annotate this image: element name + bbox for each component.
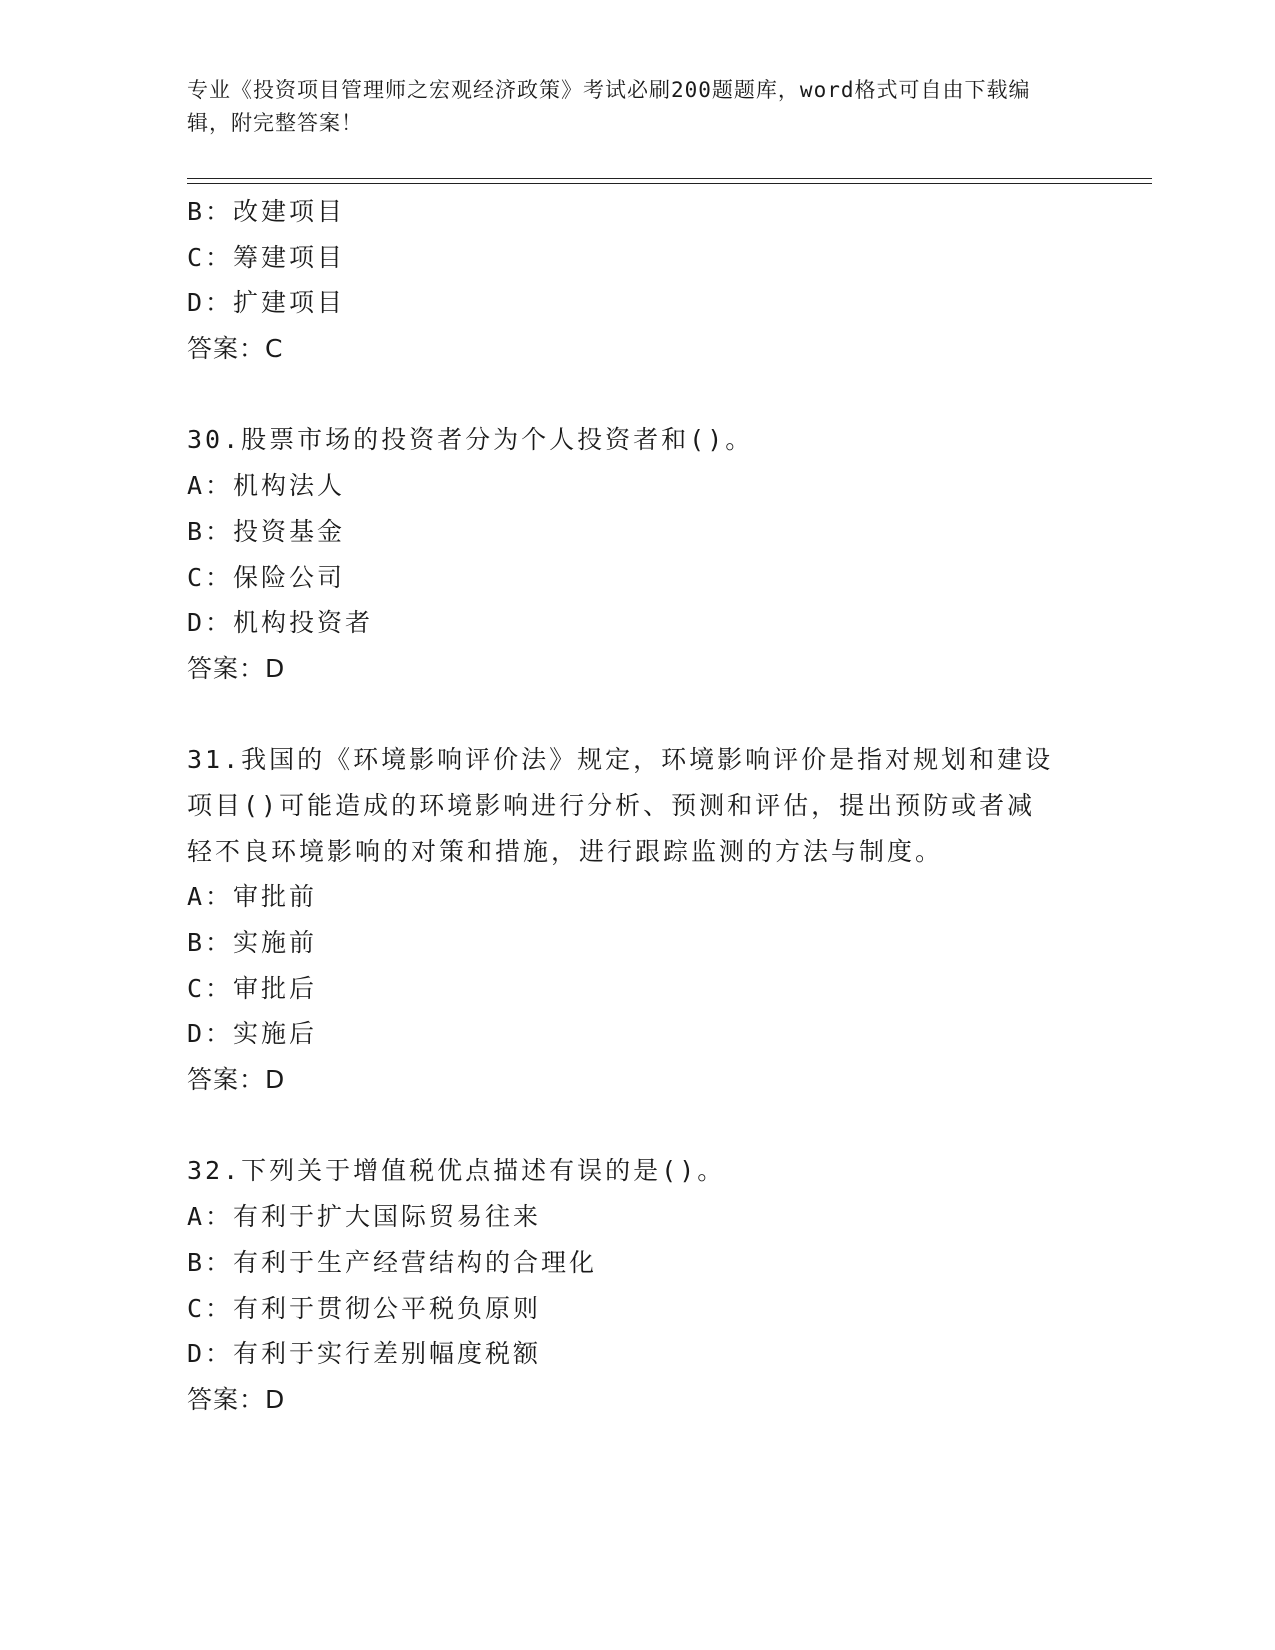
option-b: B：改建项目 xyxy=(187,197,346,226)
option-c: C：筹建项目 xyxy=(187,242,346,272)
option-c: C：有利于贯彻公平税负原则 xyxy=(187,1293,542,1323)
option-d: D：实施后 xyxy=(187,1019,318,1049)
header-rule-bottom xyxy=(187,183,1152,184)
option-d: D：扩建项目 xyxy=(187,288,346,318)
spacer xyxy=(187,1103,1087,1149)
question-block-29 xyxy=(187,189,1087,372)
option-c: C：保险公司 xyxy=(187,562,346,592)
answer-label: 答案：D xyxy=(187,1065,286,1095)
answer-label: 答案：D xyxy=(187,653,286,683)
option-b: B：有利于生产经营结构的合理化 xyxy=(187,1247,598,1277)
question-list xyxy=(187,189,1087,1423)
answer-label: 答案：D xyxy=(187,1384,286,1414)
question-text: 32.下列关于增值税优点描述有误的是()。 xyxy=(187,1156,726,1186)
option-a: A：有利于扩大国际贸易往来 xyxy=(187,1202,542,1232)
header-rule-top xyxy=(187,178,1152,179)
spacer xyxy=(187,372,1087,418)
answer-label: 答案：C xyxy=(187,334,284,364)
question-block-31 xyxy=(187,737,1087,1103)
option-d: D：有利于实行差别幅度税额 xyxy=(187,1339,542,1369)
question-text-line-1: 31.我国的《环境影响评价法》规定，环境影响评价是指对规划和建设 xyxy=(187,745,1054,775)
option-b: B：实施前 xyxy=(187,928,318,957)
question-text-line-3: 轻不良环境影响的对策和措施，进行跟踪监测的方法与制度。 xyxy=(187,836,944,866)
question-text-line-2: 项目()可能造成的环境影响进行分析、预测和评估，提出预防或者减 xyxy=(187,790,1036,820)
option-a: A：机构法人 xyxy=(187,471,346,501)
spacer xyxy=(187,692,1087,738)
option-b: B：投资基金 xyxy=(187,516,346,546)
option-a: A：审批前 xyxy=(187,882,318,912)
question-text: 30.股票市场的投资者分为个人投资者和()。 xyxy=(187,425,754,455)
document-header: 专业《投资项目管理师之宏观经济政策》考试必刷200题题库，word格式可自由下载编辑，附完整答案！ xyxy=(187,78,1031,135)
option-d: D：机构投资者 xyxy=(187,608,374,638)
option-c: C：审批后 xyxy=(187,973,318,1003)
question-block-30 xyxy=(187,417,1087,691)
question-block-32 xyxy=(187,1148,1087,1422)
